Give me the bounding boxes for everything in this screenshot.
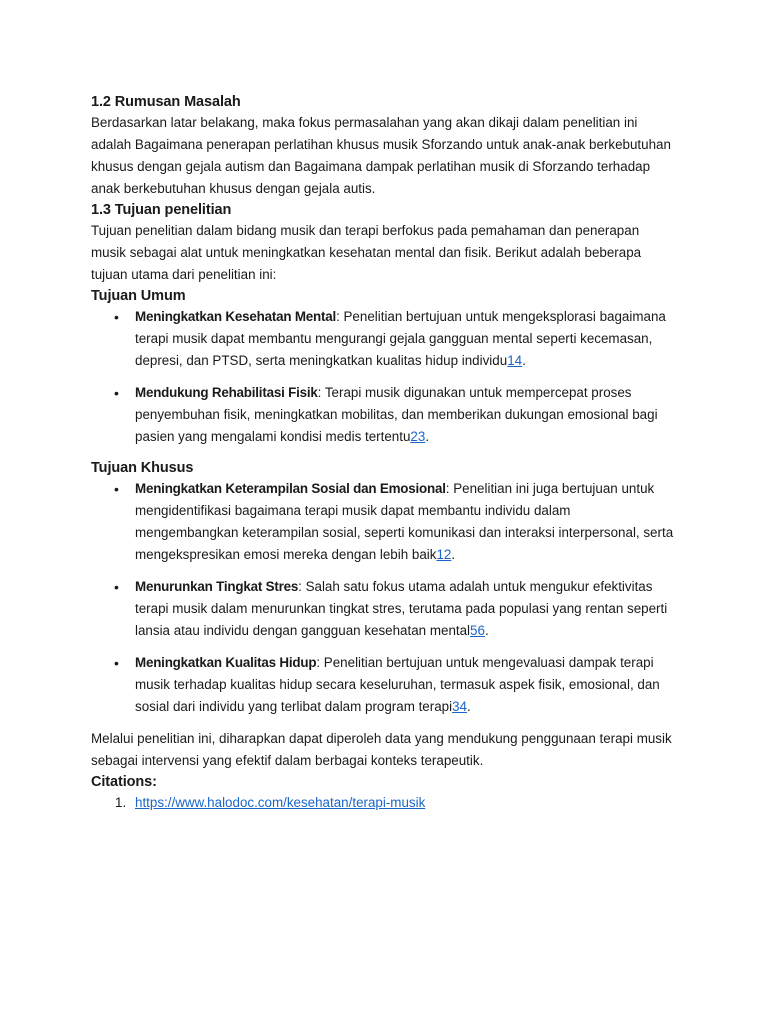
list-item-term: Meningkatkan Keterampilan Sosial dan Emosional	[135, 481, 446, 496]
list-item-end: .	[451, 547, 456, 562]
tujuan-penelitian-paragraph: Tujuan penelitian dalam bidang musik dan terapi berfokus pada pemahaman dan penerapan musik sebagai alat untuk meningkatkan kesehatan mental dan fisik. Berikut adalah beberapa tujuan utama dari penelitian ini:	[91, 223, 642, 282]
list-item-text: : Terapi musik digunakan untuk mempercepat proses penyembuhan fisik, meningkatkan mobilitas, dan memberikan dukungan emosional bagi pasien yang mengalami kondisi medis tertentu	[135, 385, 658, 444]
subheading-tujuan-khusus: Tujuan Khusus	[91, 460, 194, 476]
tujuan-umum-list	[91, 306, 676, 448]
list-item	[91, 306, 676, 372]
list-item-term: Meningkatkan Kesehatan Mental	[135, 309, 337, 324]
citations-heading: Citations:	[91, 774, 157, 790]
section-heading-tujuan-penelitian: 1.3 Tujuan penelitian	[91, 202, 232, 218]
citation-link[interactable]: 56	[470, 623, 485, 638]
list-item-text: : Salah satu fokus utama adalah untuk mengukur efektivitas terapi musik dalam menurunkan tingkat stres, terutama pada populasi yang rentan seperti lansia atau individu dengan gangguan kesehatan mental	[135, 579, 668, 638]
list-item-end: .	[425, 429, 430, 444]
list-item	[91, 478, 676, 566]
list-item-term: Mendukung Rehabilitasi Fisik	[135, 385, 318, 400]
bullet-icon: •	[114, 655, 119, 671]
citation-link[interactable]: 34	[452, 699, 467, 714]
list-item-text: : Penelitian ini juga bertujuan untuk mengidentifikasi bagaimana terapi musik dapat membantu individu dalam mengembangkan keterampilan sosial, seperti komunikasi dan interaksi interpersonal, serta mengekspresikan emosi mereka dengan lebih baik	[135, 481, 674, 562]
citations-list	[91, 792, 676, 814]
list-item-end: .	[466, 699, 471, 714]
citation-link[interactable]: 23	[410, 429, 426, 444]
tujuan-khusus-list	[91, 478, 676, 718]
section-heading-rumusan-masalah: 1.2 Rumusan Masalah	[91, 94, 241, 110]
list-item-text: : Penelitian bertujuan untuk mengevaluasi dampak terapi musik terhadap kualitas hidup secara keseluruhan, termasuk aspek fisik, emosional, dan sosial dari individu yang terlibat dalam program terapi	[135, 655, 660, 714]
list-item-term: Menurunkan Tingkat Stres	[135, 579, 299, 594]
bullet-icon: •	[114, 385, 119, 401]
citation-link[interactable]: 14	[507, 353, 523, 368]
list-item-end: .	[484, 623, 489, 638]
list-item-text: : Penelitian bertujuan untuk mengeksplorasi bagaimana terapi musik dapat membantu mengurangi gejala gangguan mental seperti kecemasan, depresi, dan PTSD, serta meningkatkan kualitas hidup individu	[135, 309, 666, 368]
bullet-icon: •	[114, 579, 119, 595]
list-item-end: .	[522, 353, 526, 368]
rumusan-masalah-paragraph: Berdasarkan latar belakang, maka fokus permasalahan yang akan dikaji dalam penelitian ini adalah Bagaimana penerapan perlatihan khusus musik Sforzando untuk anak-anak berkebutuhan khusus dengan gejala autism dan Bagaimana dampak perlatihan musik di Sforzando terhadap anak berkebutuhan khusus dengan gejala autis.	[91, 115, 671, 196]
bullet-icon: •	[114, 481, 119, 497]
citation-link[interactable]: 12	[436, 547, 452, 562]
subheading-tujuan-umum: Tujuan Umum	[91, 288, 186, 304]
list-item-term: Meningkatkan Kualitas Hidup	[135, 655, 317, 670]
citation-url-link[interactable]: https://www.halodoc.com/kesehatan/terapi-musik	[135, 795, 426, 810]
closing-paragraph: Melalui penelitian ini, diharapkan dapat diperoleh data yang mendukung penggunaan terapi musik sebagai intervensi yang efektif dalam berbagai konteks terapeutik.	[91, 731, 672, 768]
citation-number: 1.	[115, 795, 127, 810]
citation-item	[91, 792, 676, 814]
list-item	[91, 576, 676, 642]
list-item	[91, 652, 676, 718]
bullet-icon: •	[114, 309, 119, 325]
list-item	[91, 382, 676, 448]
